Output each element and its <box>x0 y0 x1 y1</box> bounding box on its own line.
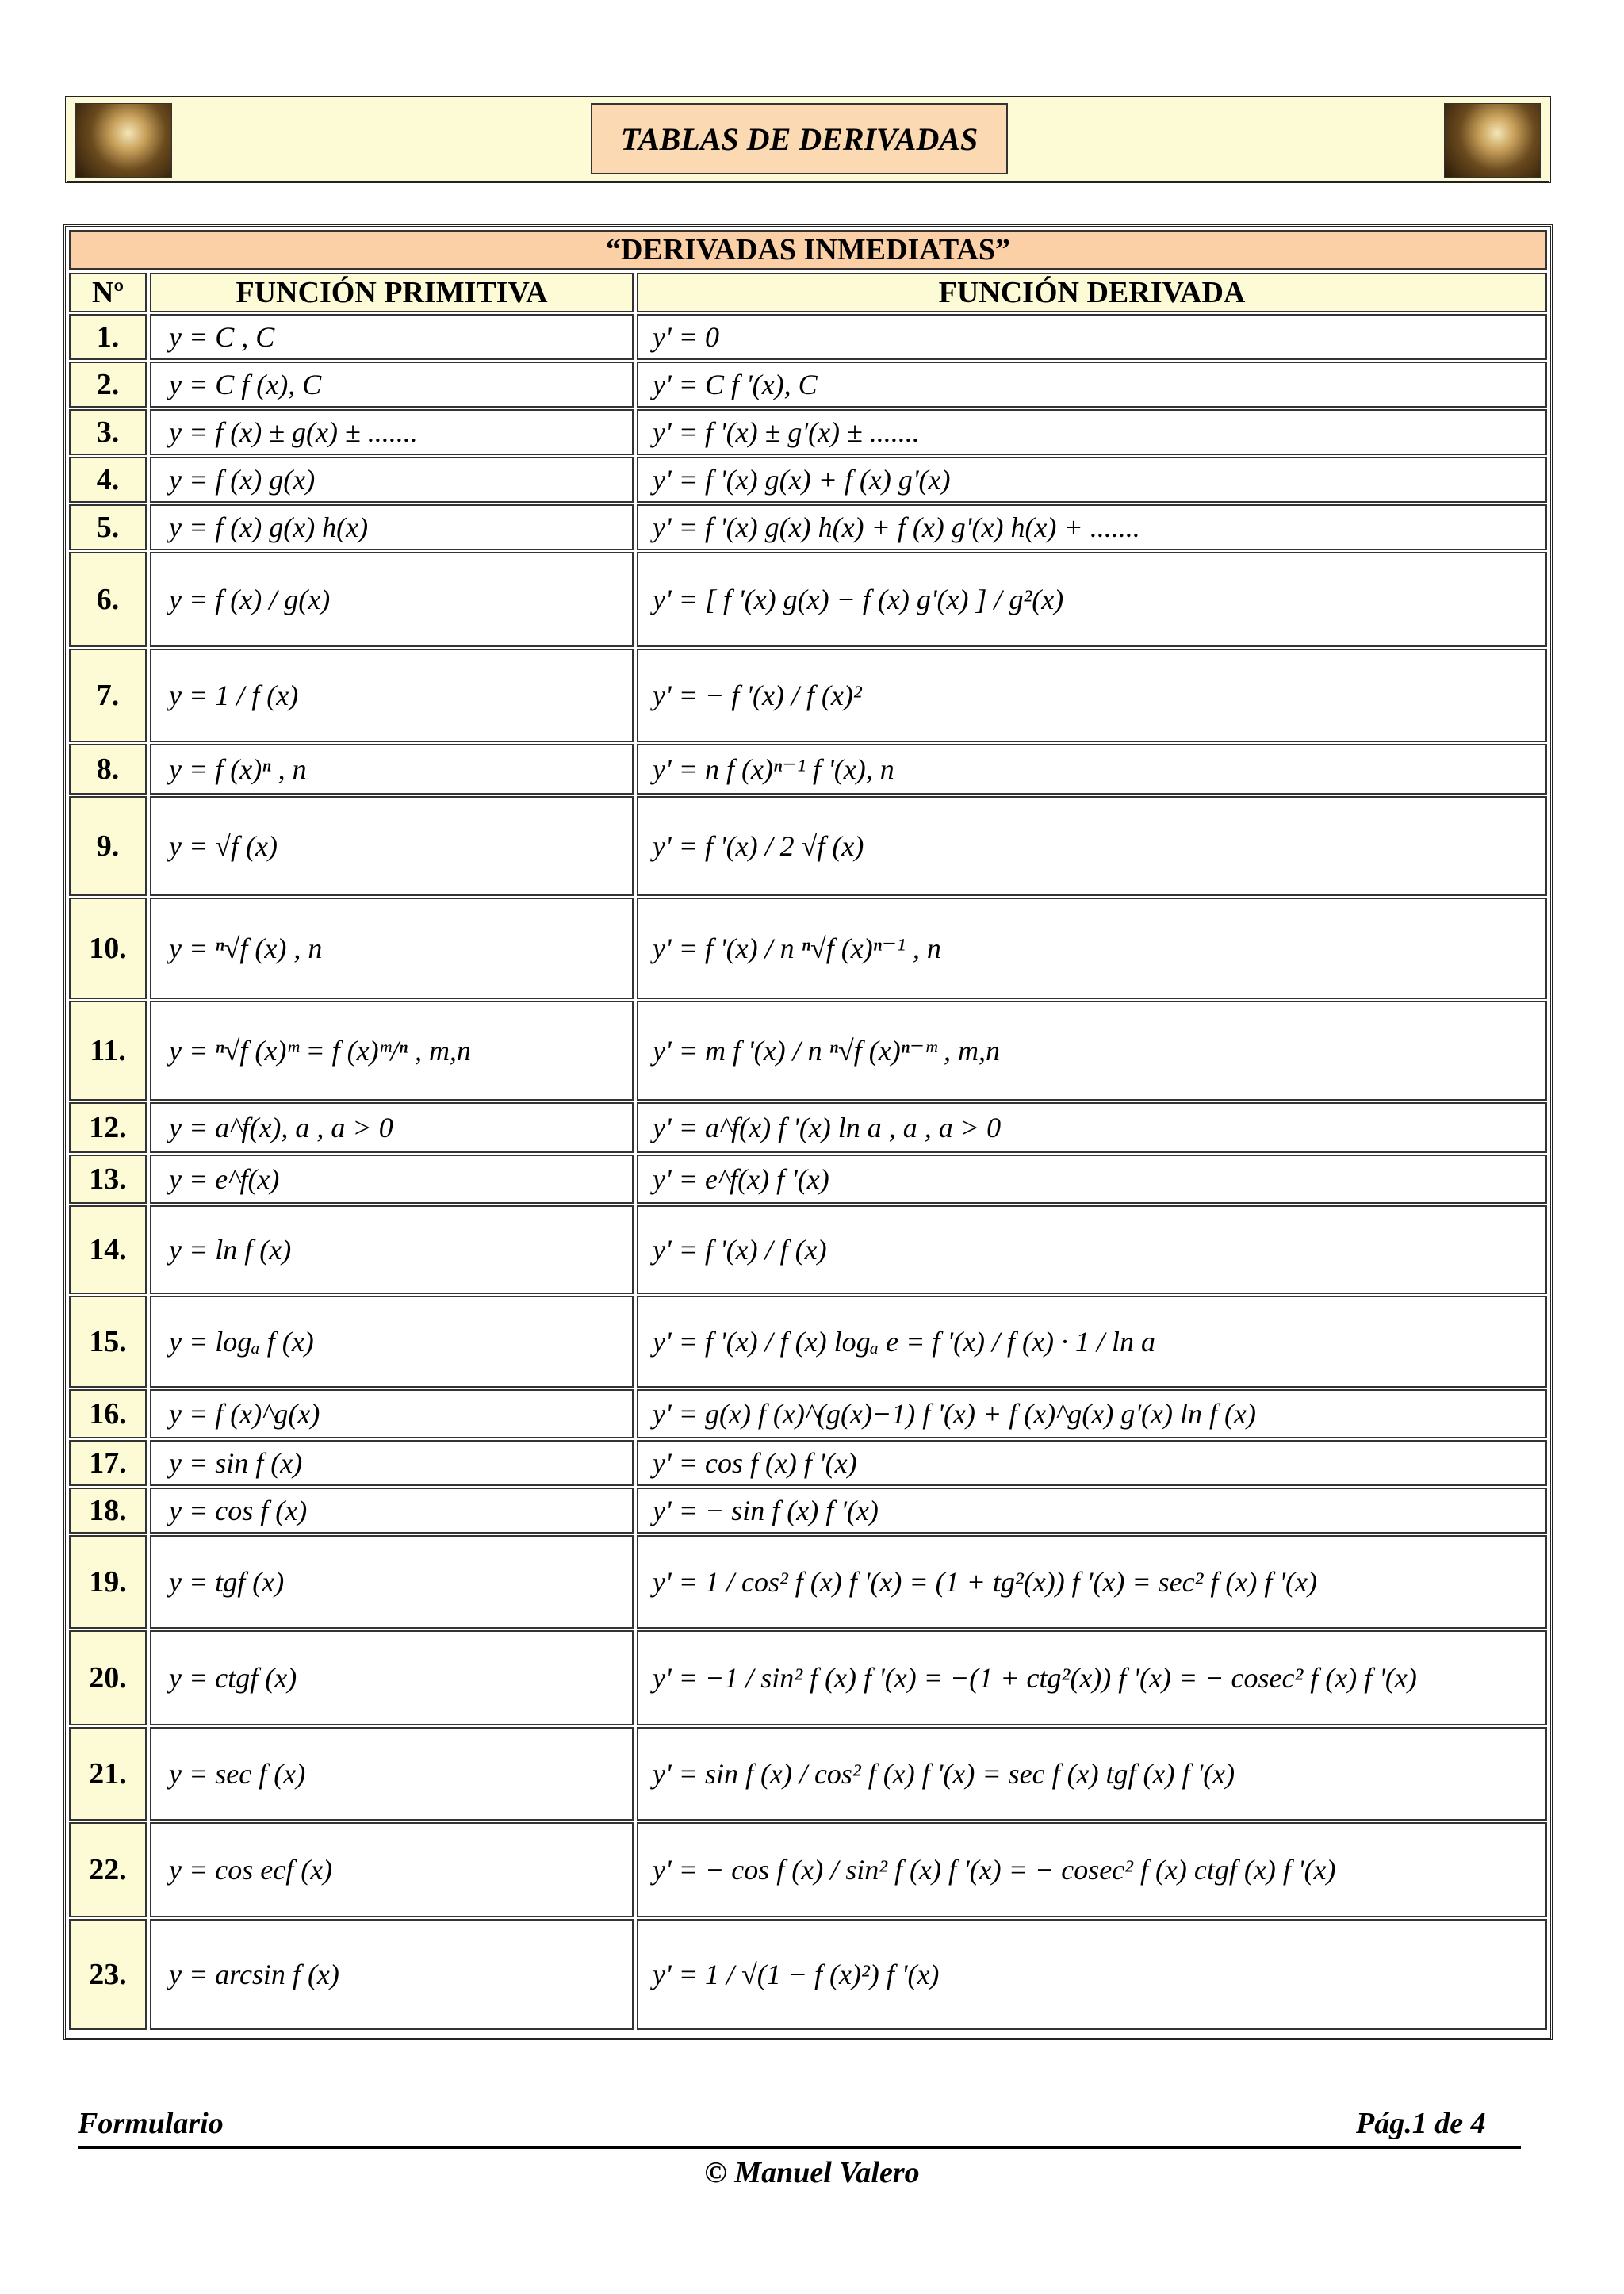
primitive-formula: y = 1 / f (x) <box>150 649 634 742</box>
row-number: 21. <box>69 1727 147 1821</box>
column-header-derivative: FUNCIÓN DERIVADA <box>637 273 1547 312</box>
header-banner <box>65 96 1551 183</box>
row-number: 6. <box>69 552 147 647</box>
row-number: 7. <box>69 649 147 742</box>
primitive-formula: y = √f (x) <box>150 796 634 896</box>
row-number: 14. <box>69 1205 147 1294</box>
derivative-formula: y' = f '(x) g(x) + f (x) g'(x) <box>637 457 1547 503</box>
derivative-formula: y' = − sin f (x) f '(x) <box>637 1488 1547 1534</box>
derivative-formula: y' = m f '(x) / n ⁿ√f (x)ⁿ⁻ᵐ , m,n <box>637 1001 1547 1101</box>
derivative-formula: y' = f '(x) ± g'(x) ± ....... <box>637 409 1547 455</box>
table-row <box>69 1296 1547 1388</box>
derivative-formula: y' = −1 / sin² f (x) f '(x) = −(1 + ctg²(x)) f '(x) = − cosec² f (x) f '(x) <box>637 1630 1547 1725</box>
derivative-formula: y' = 0 <box>637 314 1547 360</box>
table-row <box>69 1102 1547 1153</box>
section-title: “DERIVADAS INMEDIATAS” <box>69 230 1547 270</box>
derivative-formula: y' = a^f(x) f '(x) ln a , a , a > 0 <box>637 1102 1547 1153</box>
primitive-formula: y = C f (x), C <box>150 362 634 408</box>
row-number: 4. <box>69 457 147 503</box>
derivative-formula: y' = [ f '(x) g(x) − f (x) g'(x) ] / g²(x) <box>637 552 1547 647</box>
primitive-formula: y = ⁿ√f (x)ᵐ = f (x)ᵐ/ⁿ , m,n <box>150 1001 634 1101</box>
derivative-formula: y' = 1 / cos² f (x) f '(x) = (1 + tg²(x)) f '(x) = sec² f (x) f '(x) <box>637 1535 1547 1629</box>
table-row <box>69 1822 1547 1917</box>
page-number: Pág.1 de 4 <box>1356 2107 1486 2140</box>
table-row <box>69 1389 1547 1438</box>
derivative-formula: y' = f '(x) / f (x) logₐ e = f '(x) / f (x) · 1 / ln a <box>637 1296 1547 1388</box>
footer-divider <box>78 2146 1521 2149</box>
row-number: 17. <box>69 1440 147 1486</box>
row-number: 20. <box>69 1630 147 1725</box>
row-number: 2. <box>69 362 147 408</box>
primitive-formula: y = f (x)^g(x) <box>150 1389 634 1438</box>
table-row <box>69 552 1547 647</box>
row-number: 22. <box>69 1822 147 1917</box>
primitive-formula: y = tgf (x) <box>150 1535 634 1629</box>
primitive-formula: y = f (x) ± g(x) ± ....... <box>150 409 634 455</box>
derivatives-table <box>63 224 1553 2040</box>
derivative-formula: y' = f '(x) / f (x) <box>637 1205 1547 1294</box>
table-row <box>69 1727 1547 1821</box>
derivative-formula: y' = cos f (x) f '(x) <box>637 1440 1547 1486</box>
derivative-formula: y' = sin f (x) / cos² f (x) f '(x) = sec f (x) tgf (x) f '(x) <box>637 1727 1547 1821</box>
table-row <box>69 796 1547 896</box>
derivative-formula: y' = − f '(x) / f (x)² <box>637 649 1547 742</box>
table-row <box>69 1630 1547 1725</box>
primitive-formula: y = f (x) g(x) <box>150 457 634 503</box>
primitive-formula: y = sec f (x) <box>150 1727 634 1821</box>
table-row <box>69 1488 1547 1534</box>
derivative-formula: y' = f '(x) / 2 √f (x) <box>637 796 1547 896</box>
page-title: TABLAS DE DERIVADAS <box>591 103 1008 174</box>
column-header-number: Nº <box>69 273 147 312</box>
row-number: 18. <box>69 1488 147 1534</box>
primitive-formula: y = C , C <box>150 314 634 360</box>
decorative-photo-right <box>1444 103 1541 178</box>
primitive-formula: y = cos ecf (x) <box>150 1822 634 1917</box>
derivative-formula: y' = C f '(x), C <box>637 362 1547 408</box>
derivative-formula: y' = f '(x) / n ⁿ√f (x)ⁿ⁻¹ , n <box>637 898 1547 999</box>
derivative-formula: y' = n f (x)ⁿ⁻¹ f '(x), n <box>637 744 1547 795</box>
row-number: 23. <box>69 1919 147 2030</box>
primitive-formula: y = ln f (x) <box>150 1205 634 1294</box>
table-row <box>69 1001 1547 1101</box>
table-row <box>69 1205 1547 1294</box>
row-number: 5. <box>69 504 147 550</box>
table-row <box>69 1155 1547 1204</box>
table-row <box>69 1440 1547 1486</box>
primitive-formula: y = ⁿ√f (x) , n <box>150 898 634 999</box>
table-row <box>69 362 1547 408</box>
primitive-formula: y = f (x) / g(x) <box>150 552 634 647</box>
primitive-formula: y = logₐ f (x) <box>150 1296 634 1388</box>
row-number: 9. <box>69 796 147 896</box>
table-row <box>69 1535 1547 1629</box>
table-row <box>69 898 1547 999</box>
column-header-primitive: FUNCIÓN PRIMITIVA <box>150 273 634 312</box>
table-row <box>69 744 1547 795</box>
primitive-formula: y = sin f (x) <box>150 1440 634 1486</box>
table-row <box>69 649 1547 742</box>
primitive-formula: y = ctgf (x) <box>150 1630 634 1725</box>
table-row <box>69 457 1547 503</box>
primitive-formula: y = cos f (x) <box>150 1488 634 1534</box>
table-row <box>69 1919 1547 2030</box>
row-number: 12. <box>69 1102 147 1153</box>
derivative-formula: y' = f '(x) g(x) h(x) + f (x) g'(x) h(x) + ....... <box>637 504 1547 550</box>
row-number: 8. <box>69 744 147 795</box>
derivative-formula: y' = − cos f (x) / sin² f (x) f '(x) = − cosec² f (x) ctgf (x) f '(x) <box>637 1822 1547 1917</box>
decorative-photo-left <box>75 103 172 178</box>
table-row <box>69 504 1547 550</box>
primitive-formula: y = arcsin f (x) <box>150 1919 634 2030</box>
row-number: 16. <box>69 1389 147 1438</box>
footer-left-label: Formulario <box>78 2107 224 2140</box>
row-number: 1. <box>69 314 147 360</box>
primitive-formula: y = f (x) g(x) h(x) <box>150 504 634 550</box>
row-number: 13. <box>69 1155 147 1204</box>
primitive-formula: y = a^f(x), a , a > 0 <box>150 1102 634 1153</box>
derivative-formula: y' = e^f(x) f '(x) <box>637 1155 1547 1204</box>
derivative-formula: y' = 1 / √(1 − f (x)²) f '(x) <box>637 1919 1547 2030</box>
primitive-formula: y = e^f(x) <box>150 1155 634 1204</box>
row-number: 10. <box>69 898 147 999</box>
table-header-row <box>69 273 1547 312</box>
primitive-formula: y = f (x)ⁿ , n <box>150 744 634 795</box>
table-row <box>69 409 1547 455</box>
copyright: © Manuel Valero <box>704 2156 920 2189</box>
row-number: 15. <box>69 1296 147 1388</box>
table-row <box>69 314 1547 360</box>
derivative-formula: y' = g(x) f (x)^(g(x)−1) f '(x) + f (x)^g(x) g'(x) ln f (x) <box>637 1389 1547 1438</box>
row-number: 3. <box>69 409 147 455</box>
row-number: 11. <box>69 1001 147 1101</box>
row-number: 19. <box>69 1535 147 1629</box>
